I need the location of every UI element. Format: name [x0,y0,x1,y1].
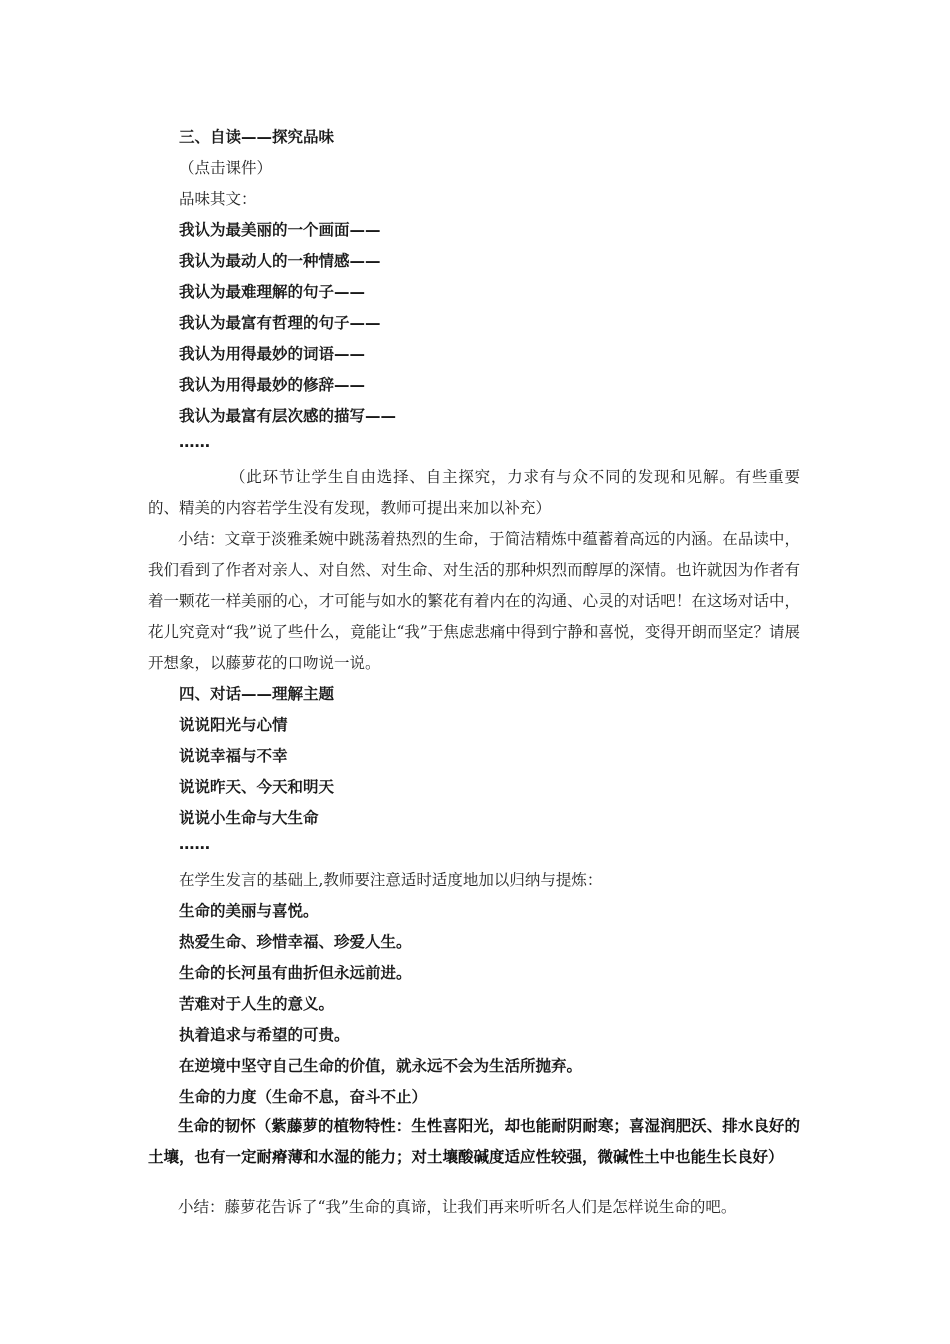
section3-item: 我认为最难理解的句子—— [179,283,366,301]
section4-item: 说说阳光与心情 [179,716,288,734]
section3-hint: （点击课件） [179,159,273,177]
section4-point: 生命的力度（生命不息，奋斗不止） [179,1088,428,1106]
section4-summary: 小结：藤萝花告诉了“我”生命的真谛，让我们再来听听名人们是怎样说生命的吧。 [178,1198,737,1216]
section4-point: 生命的长河虽有曲折但永远前进。 [179,964,412,982]
section3-ellipsis: …… [179,433,210,451]
section4-point: 苦难对于人生的意义。 [179,995,335,1013]
section3-item: 我认为最动人的一种情感—— [179,252,381,270]
section4-point: 执着追求与希望的可贵。 [179,1026,350,1044]
section4-point: 在逆境中坚守自己生命的价值，就永远不会为生活所抛弃。 [179,1057,583,1075]
section4-heading: 四、对话——理解主题 [179,685,335,703]
section4-ellipsis: …… [179,835,210,853]
section4-point: 生命的美丽与喜悦。 [179,902,319,920]
section3-heading: 三、自读——探究品味 [179,128,335,146]
section3-summary: 小结：文章于淡雅柔婉中跳荡着热烈的生命，于简洁精炼中蕴蓄着高远的内涵。在品读中，我们看到了作者对亲人、对自然、对生命、对生活的那种炽烈而醇厚的深情。也许就因为作者有着一颗花一样美丽的心，才可能与如水的繁花有着内在的沟通、心灵的对话吧！在这场对话中，花儿究竟对“我”说了些什么，竟能让“我”于焦虑悲痛中得到宁静和喜悦，变得开朗而坚定？请展开想象，以藤萝花的口吻说一说。 [148,530,800,672]
section3-item: 我认为最富有哲理的句子—— [179,314,381,332]
section4-item: 说说小生命与大生命 [179,809,319,827]
section3-item: 我认为最美丽的一个画面—— [179,221,381,239]
section4-item: 说说幸福与不幸 [179,747,288,765]
section4-long-point: 生命的韧怀（紫藤萝的植物特性：生性喜阳光，却也能耐阴耐寒；喜湿润肥沃、排水良好的土壤，也有一定耐瘠薄和水湿的能力；对土壤酸碱度适应性较强，微碱性土中也能生长良好） [148,1117,800,1166]
section4-intro: 在学生发言的基础上,教师要注意适时适度地加以归纳与提炼： [179,871,603,889]
section3-item: 我认为最富有层次感的描写—— [179,407,397,425]
section3-item: 我认为用得最妙的词语—— [179,345,366,363]
section4-point: 热爱生命、珍惜幸福、珍爱人生。 [179,933,412,951]
section3-item: 我认为用得最妙的修辞—— [179,376,366,394]
section3-note: （此环节让学生自由选择、自主探究，力求有与众不同的发现和见解。有些重要的、精美的内容若学生没有发现，教师可提出来加以补充） [148,468,800,517]
section4-item: 说说昨天、今天和明天 [179,778,335,796]
section3-intro: 品味其文： [179,190,257,208]
